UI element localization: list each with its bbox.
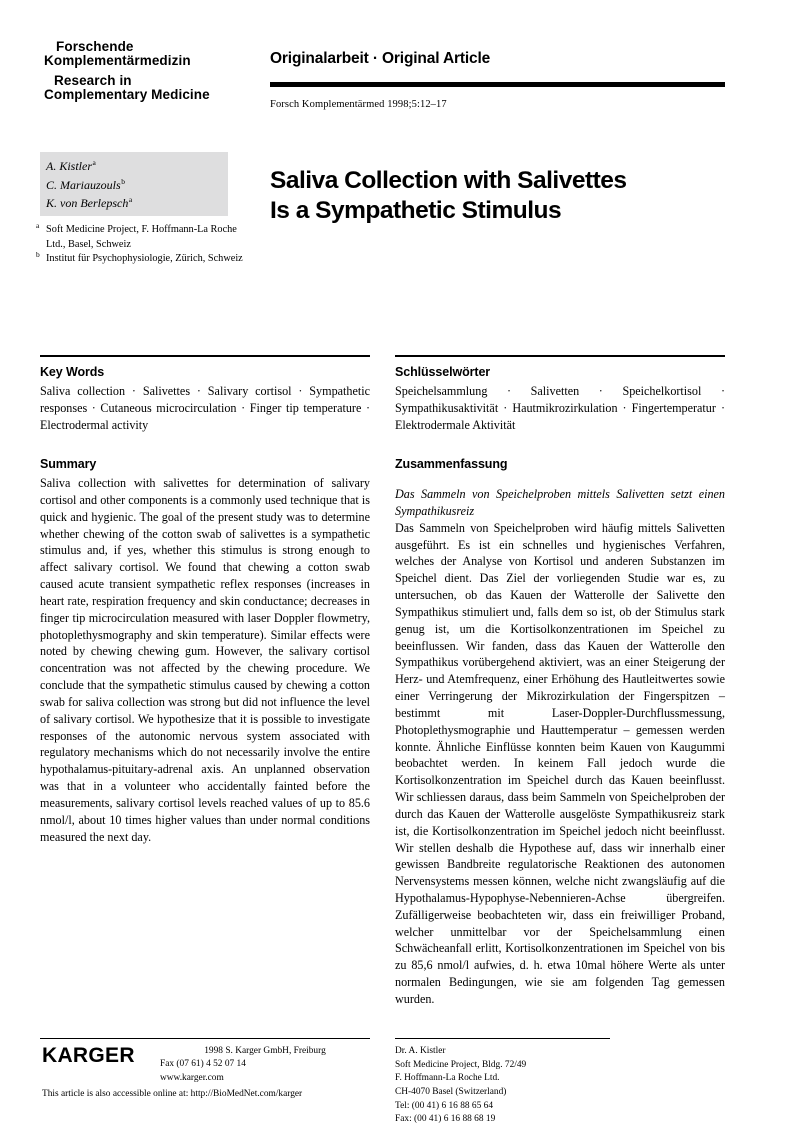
author-entry [46,157,231,176]
publisher-fax: Fax (07 61) 4 52 07 14 [160,1059,246,1070]
keywords-heading-de: Schlüsselwörter [395,365,491,379]
affiliation-marker: a [36,220,40,230]
author-name: C. Mariauzouls [46,177,121,192]
author-name: A. Kistler [46,159,93,173]
masthead-line-4: Complementary Medicine [44,86,210,102]
correspondence-line: F. Hoffmann-La Roche Ltd. [395,1073,500,1084]
correspondence-line: Fax: (00 41) 6 16 88 68 19 [395,1114,496,1125]
affiliation-text: Institut für Psychophysiologie, Zürich, Schweiz [46,253,243,265]
footer-divider-right [395,1038,610,1039]
title-line-1: Saliva Collection with Salivettes [270,167,627,195]
keywords-text-de: Speichelsammlung · Salivetten · Speichelkortisol · Sympathikusaktivität · Hautmikrozirkulation · Fingertemperatur · Elektrodermale Aktivität [395,384,725,432]
summary-heading-en: Summary [40,456,97,471]
affiliation-marker: b [36,249,40,259]
author-affiliation-marker: a [92,158,96,167]
summary-heading-de: Zusammenfassung [395,456,508,471]
page-title [270,166,730,226]
author-affiliation-marker: b [121,176,125,186]
online-access-note[interactable]: This article is also accessible online at: http://BioMedNet.com/karger [42,1089,303,1099]
karger-logo: KARGER [42,1044,135,1067]
keywords-heading-en: Key Words [40,365,105,379]
correspondence-address [395,1045,635,1127]
affiliation-text: Soft Medicine Project, F. Hoffmann-La Roche Ltd., Basel, Schweiz [46,224,237,250]
correspondence-line: CH-4070 Basel (Switzerland) [395,1086,507,1097]
publisher-website[interactable]: www.karger.com [160,1072,224,1083]
masthead-line-1: Forschende [56,39,134,54]
summary-text-en: Saliva collection with salivettes for determination of salivary cortisol and other components is a commonly used technique that is quick and hygienic. The goal of the present study was to determine whether chewing of the cotton swab of salivettes is a sympathetic stimulus and, if yes, whether this stimulus is strong enough to affect salivary cortisol. We found that chewing a cotton swab caused acute transient sympathetic reflex responses (increases in heart rate, respiration frequency and skin conductance; decreases in finger tip microcirculation measured with laser Doppler flowmetry, photoplethysmography and skin temperature). Similar effects were noted by chewing chewing gum. However, the salivary cortisol concentration was not affected by the chewing procedure. We conclude that the sympathetic stimulus caused by chewing a cotton swab for saliva collection was strong but did not influence the level of salivary cortisol. We hypothesize that it is possible to investigate responses of the autonomic nervous system associated with regulatory mechanisms which do not necessarily involve the entire hypothalamus-pituitary-adrenal axis. An unplanned observation was that in a volunteer who accidentally fainted before the measurements, salivary cortisol levels reached values of up to 85.6 nmol/l, about 10 times higher values than under normal conditions measured the next day. [40,476,370,844]
german-abstract-column [395,364,725,1008]
header-divider [270,82,725,87]
affiliation-item [36,249,251,267]
author-list [46,157,231,213]
summary-subtitle-de: Das Sammeln von Speichelproben mittels Salivetten setzt einen Sympathikusreiz [395,487,725,518]
title-line-2: Is a Sympathetic Stimulus [270,197,562,225]
section-label: Originalarbeit · Original Article [270,50,491,67]
author-entry [46,176,231,195]
summary-text-de: Das Sammeln von Speichelproben wird häufig mittels Salivetten ausgeführt. Es ist ein schnelles und hygienisches Verfahren, welches der Analyse von Kortisol und anderen Substanzen im Speichel dient. Das Ziel der vorliegenden Studie war es, zu untersuchen, ob das Kauen der Watterolle der Salivette den Sympathikus stimuliert und, falls dem so ist, ob der Stimulus stark genug ist, um die Kortisolkonzentrationen im Speichel zu beeinflussen. Wir fanden, dass das Kauen der Watterolle den Sympathikus vorübergehend aktiviert, was an einer Steigerung der Herz- und Atemfrequenz, einer Erhöhung des Hautleitwertes sowie einer Verringerung der Mikrozirkulation der Fingerspitzen – bestimmt mit Laser-Doppler-Durchflussmessung, Photoplethysmographie und Hauttemperatur – gemessen werden konnte. Ähnliche Einflüsse konnten beim Kauen von Kaugummi beobachtet werden. In keinem Fall jedoch wurde die Kortisolkonzentration im Speichel durch das Kauen beeinflusst. Wir schliessen daraus, dass beim Sammeln von Speichelproben der durch das Kauen der Watterolle ausgelöste Sympathikusreiz stark ist, die Kortisolkonzentration im Speichel jedoch nicht beeinflusst. Wir stellen deshalb die Hypothese auf, dass wir innerhalb einer gewissen Bandbreite regulatorische Reaktionen des autonomen Nervensystems messen können, welche nicht zwangsläufig auf die Hypothalamus-Hypophyse-Nebennieren-Achse übergreifen. Zufälligerweise beobachteten wir, dass ein freiwilliger Proband, welcher unmittelbar vor der Speichelsammlung einen Schwächeanfall erlitt, Kortisolkonzentrationen im Speichel von bis zu 85,6 nmol/l aufwies, d. h. etwa 10mal höhere Werte als unter normalen Bedingungen, wie sie am folgenden Tag gemessen wurden. [395,520,725,1006]
journal-citation: Forsch Komplementärmed 1998;5:12–17 [270,99,447,110]
author-entry [46,194,231,213]
left-column-divider [40,355,370,357]
correspondence-line: Dr. A. Kistler [395,1046,446,1056]
masthead-line-2: Komplementärmedizin [44,53,191,69]
author-affiliation-marker: a [128,195,133,205]
right-column-divider [395,355,725,357]
publisher-info [160,1045,370,1085]
journal-masthead [44,40,259,102]
affiliation-item [36,220,251,252]
affiliation-list [36,220,251,267]
author-name: K. von Berlepsch [46,196,129,211]
english-abstract-column [40,364,370,845]
correspondence-line: Tel: (00 41) 6 16 88 65 64 [395,1100,494,1111]
masthead-line-3: Research in [54,72,132,88]
copyright-text: 1998 S. Karger GmbH, Freiburg [204,1046,326,1056]
footer-divider-left [40,1038,370,1039]
keywords-text-en: Saliva collection · Salivettes · Salivary cortisol · Sympathetic responses · Cutaneous microcirculation · Finger tip temperature · Electrodermal activity [40,384,370,432]
correspondence-line: Soft Medicine Project, Bldg. 72/49 [395,1059,527,1070]
